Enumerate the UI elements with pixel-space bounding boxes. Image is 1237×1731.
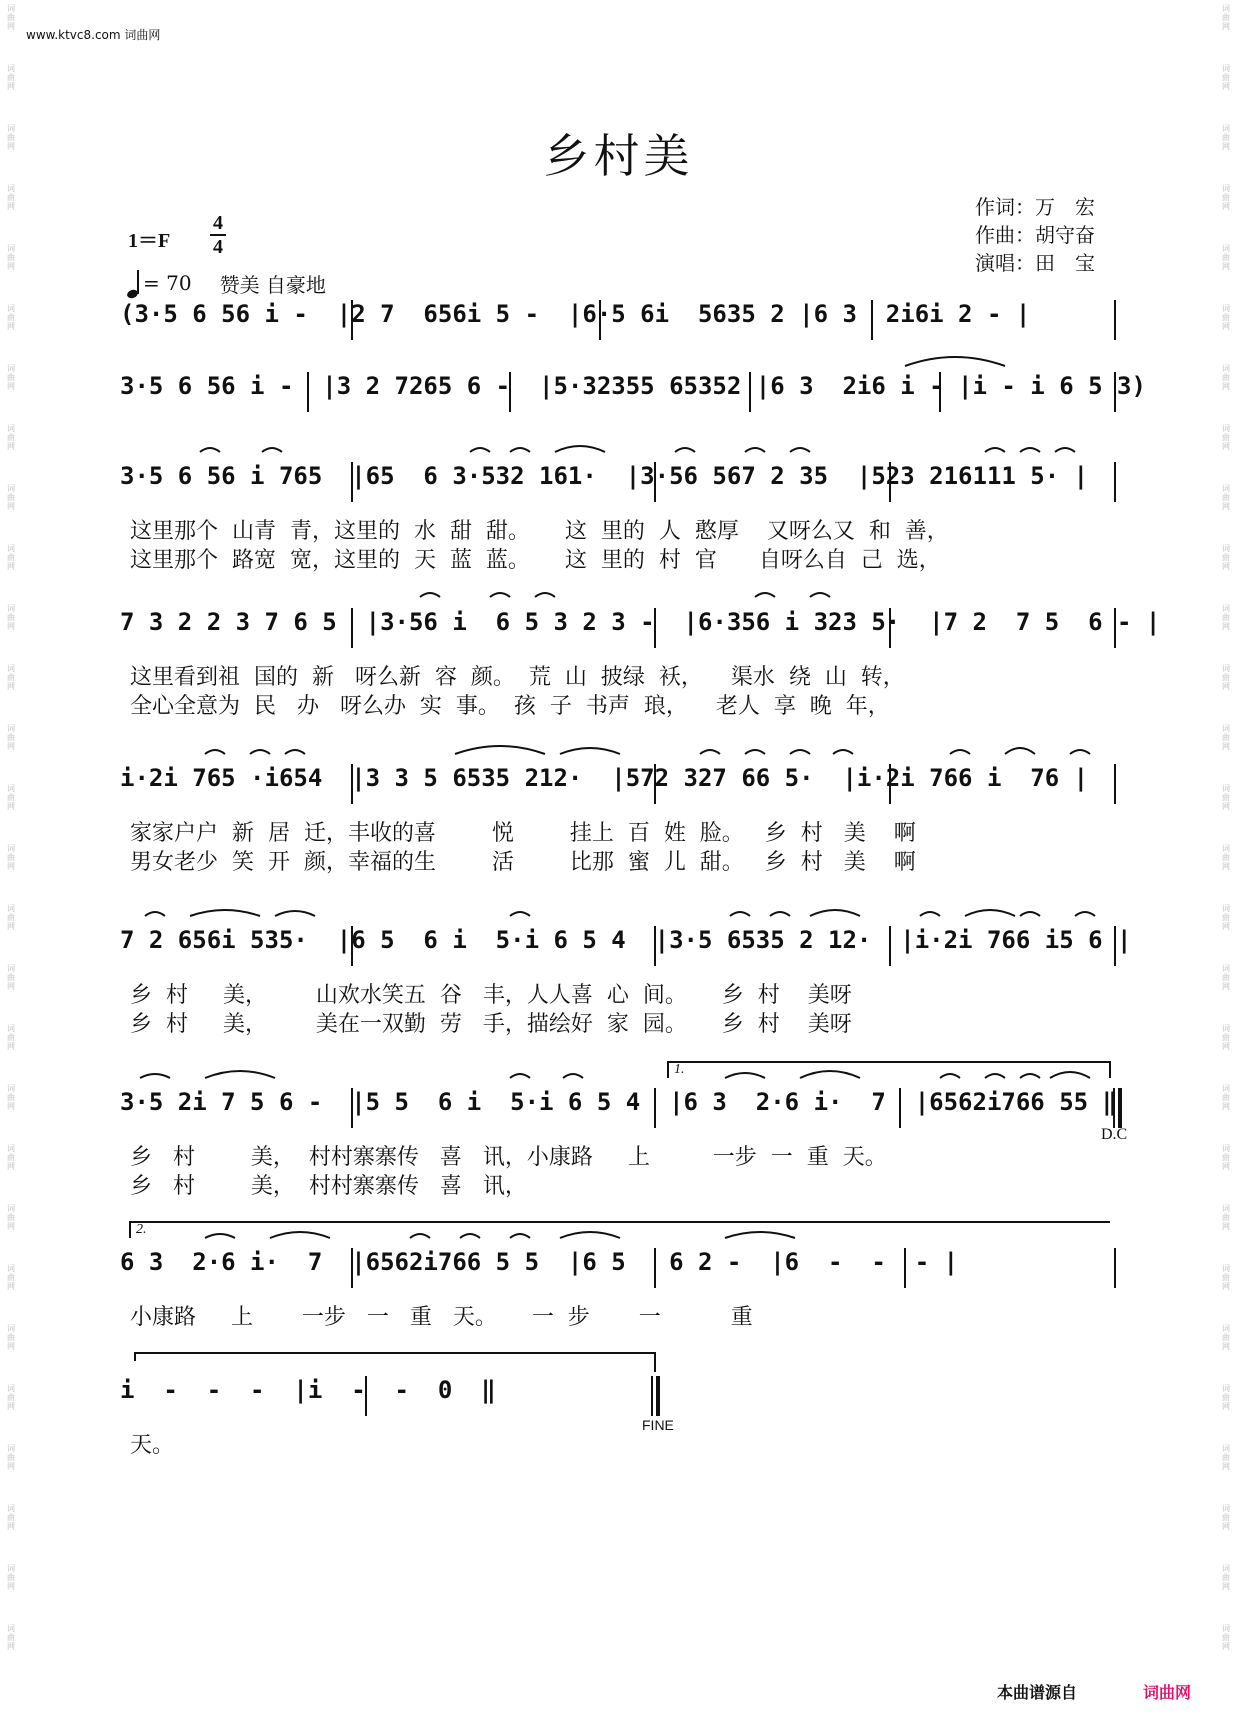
side-watermark-mark: 词 曲 网 — [1222, 1204, 1230, 1231]
side-watermark-mark: 词 曲 网 — [7, 1204, 15, 1231]
side-watermark-mark: 词 曲 网 — [7, 424, 15, 451]
side-watermark-mark: 词 曲 网 — [1222, 364, 1230, 391]
side-watermark-mark: 词 曲 网 — [7, 964, 15, 991]
side-watermark-mark: 词 曲 网 — [1222, 964, 1230, 991]
side-watermark-mark: 词 曲 网 — [7, 124, 15, 151]
side-watermark-mark: 词 曲 网 — [7, 4, 15, 31]
lyric-row-5-verse-2: 男女老少 笑 开 颜，幸福的生 活 比那 蜜 儿 甜。 乡 村 美 啊 — [130, 850, 916, 875]
side-watermark-mark: 词 曲 网 — [1222, 424, 1230, 451]
composer: 作曲：胡守奋 — [975, 223, 1095, 247]
notation-row-4: 7 3 2 2 3 7 6 5 |3·56 i 6 5 3 2 3 - |6·356 i 323 5· |7 2 7 5 6 - | — [120, 608, 1161, 636]
side-watermark-mark: 词 曲 网 — [1222, 604, 1230, 631]
side-watermark-mark: 词 曲 网 — [1222, 844, 1230, 871]
notation-row-9: i - - - |i - - 0 ‖ — [120, 1376, 496, 1404]
lyric-row-8: 小康路 上 一步 一 重 天。 一 步 一 重 — [130, 1305, 753, 1330]
side-watermark-mark: 词 曲 网 — [7, 1024, 15, 1051]
side-watermark-mark: 词 曲 网 — [1222, 304, 1230, 331]
first-ending-label: 1. — [674, 1062, 685, 1077]
side-watermark-mark: 词 曲 网 — [1222, 1324, 1230, 1351]
lyric-row-7-verse-1: 乡 村 美， 村村寨寨传 喜 讯，小康路 上 一步 一 重 天。 — [130, 1145, 887, 1170]
side-watermark-mark: 词 曲 网 — [1222, 244, 1230, 271]
notation-row-7: 3·5 2i 7 5 6 - |5 5 6 i 5·i 6 5 4 |6 3 2·6 i· 7 |6562i766 55 ‖ — [120, 1088, 1117, 1116]
side-watermark-mark: 词 曲 网 — [1222, 1504, 1230, 1531]
notation-row-5: i·2i 765 ·i654 |3 3 5 6535 212· |572 327 66 5· |i·2i 766 i 76 | — [120, 764, 1089, 792]
notation-row-3: 3·5 6 56 i 765 |65 6 3·532 161· |3·56 567 2 35 |523 216111 5· | — [120, 462, 1089, 490]
side-watermark-mark: 词 曲 网 — [7, 604, 15, 631]
side-watermark-mark: 词 曲 网 — [7, 364, 15, 391]
side-watermark-mark: 词 曲 网 — [1222, 1264, 1230, 1291]
side-watermark-mark: 词 曲 网 — [7, 724, 15, 751]
side-watermark-mark: 词 曲 网 — [7, 844, 15, 871]
side-watermark-mark: 词 曲 网 — [7, 64, 15, 91]
side-watermark-mark: 词 曲 网 — [1222, 1384, 1230, 1411]
song-title: 乡村美 — [543, 129, 694, 183]
side-watermark-mark: 词 曲 网 — [1222, 1024, 1230, 1051]
side-watermark-mark: 词 曲 网 — [7, 1384, 15, 1411]
side-watermark-mark: 词 曲 网 — [7, 1564, 15, 1591]
source-url: www.ktvc8.com 词曲网 — [26, 28, 161, 42]
dc-marking: D.C — [1101, 1126, 1128, 1143]
lyric-row-5-verse-1: 家家户户 新 居 迁，丰收的喜 悦 挂上 百 姓 脸。 乡 村 美 啊 — [130, 821, 916, 846]
notation-row-2: 3·5 6 56 i - |3 2 7265 6 - |5·32355 65352 |6 3 2i6 i - |i - i 6 5 3) — [120, 372, 1146, 400]
side-watermark-mark: 词 曲 网 — [1222, 1564, 1230, 1591]
meter-top: 4 — [213, 212, 223, 234]
meter-bottom: 4 — [213, 236, 223, 258]
side-watermark-mark: 词 曲 网 — [7, 1504, 15, 1531]
side-watermark-mark: 词 曲 网 — [1222, 1144, 1230, 1171]
side-watermark-mark: 词 曲 网 — [1222, 484, 1230, 511]
tempo-bpm: = 70 — [143, 271, 192, 295]
side-watermark-mark: 词 曲 网 — [7, 184, 15, 211]
side-watermark-mark: 词 曲 网 — [1222, 1444, 1230, 1471]
footer-source-label: 本曲谱源自 — [997, 1683, 1078, 1702]
side-watermark-mark: 词 曲 网 — [7, 904, 15, 931]
side-watermark-mark: 词 曲 网 — [1222, 1084, 1230, 1111]
side-watermark-mark: 词 曲 网 — [7, 544, 15, 571]
fine-marking: FINE — [642, 1417, 674, 1433]
side-watermark-mark: 词 曲 网 — [7, 1444, 15, 1471]
lyric-row-7-verse-2: 乡 村 美， 村村寨寨传 喜 讯， — [130, 1174, 527, 1199]
side-watermark-mark: 词 曲 网 — [1222, 664, 1230, 691]
side-watermark-mark: 词 曲 网 — [7, 1084, 15, 1111]
lyric-row-4-verse-1: 这里看到祖 国的 新 呀么新 容 颜。 荒 山 披绿 袄， 渠水 绕 山 转， — [130, 665, 905, 690]
expression-text: 赞美 自豪地 — [219, 272, 326, 297]
lyric-row-6-verse-2: 乡 村 美， 美在一双勤 劳 手，描绘好 家 园。 乡 村 美呀 — [130, 1012, 852, 1037]
side-watermark-mark: 词 曲 网 — [1222, 904, 1230, 931]
side-watermark-mark: 词 曲 网 — [7, 1324, 15, 1351]
side-watermark-mark: 词 曲 网 — [1222, 4, 1230, 31]
side-watermark-mark: 词 曲 网 — [7, 1144, 15, 1171]
notation-row-6: 7 2 656i 535· |6 5 6 i 5·i 6 5 4 |3·5 6535 2 12· |i·2i 766 i5 6 | — [120, 926, 1132, 954]
side-watermark-mark: 词 曲 网 — [7, 304, 15, 331]
side-watermark-mark: 词 曲 网 — [1222, 124, 1230, 151]
side-watermark-mark: 词 曲 网 — [7, 1624, 15, 1651]
side-watermark-mark: 词 曲 网 — [1222, 544, 1230, 571]
side-watermark-mark: 词 曲 网 — [1222, 784, 1230, 811]
side-watermark-mark: 词 曲 网 — [1222, 64, 1230, 91]
lyric-row-9: 天。 — [130, 1433, 175, 1458]
lyricist: 作词：万 宏 — [975, 195, 1095, 219]
key-signature: 1＝F — [128, 230, 171, 252]
lyric-row-3-verse-1: 这里那个 山青 青，这里的 水 甜 甜。 这 里的 人 憨厚 又呀么又 和 善， — [130, 519, 949, 544]
side-watermark-mark: 词 曲 网 — [1222, 184, 1230, 211]
side-watermark-mark: 词 曲 网 — [1222, 724, 1230, 751]
lyric-row-3-verse-2: 这里那个 路宽 宽，这里的 天 蓝 蓝。 这 里的 村 官 自呀么自 己 选， — [130, 548, 941, 573]
side-watermark-mark: 词 曲 网 — [7, 484, 15, 511]
side-watermark-mark: 词 曲 网 — [7, 1264, 15, 1291]
side-watermark-mark: 词 曲 网 — [1222, 1624, 1230, 1651]
singer: 演唱：田 宝 — [975, 251, 1095, 275]
side-watermark-mark: 词 曲 网 — [7, 244, 15, 271]
side-watermark-mark: 词 曲 网 — [7, 664, 15, 691]
lyric-row-4-verse-2: 全心全意为 民 办 呀么办 实 事。 孩 子 书声 琅， 老人 享 晚 年， — [130, 694, 890, 719]
footer-site-link[interactable]: 词曲网 — [1143, 1683, 1192, 1702]
notation-row-1: (3·5 6 56 i - |2 7 656i 5 - |6·5 6i 5635 2 |6 3 2i6i 2 - | — [120, 300, 1031, 328]
notation-row-8: 6 3 2·6 i· 7 |6562i766 5 5 |6 5 6 2 - |6 - - - | — [120, 1248, 959, 1276]
second-ending-label: 2. — [136, 1222, 147, 1237]
side-watermark-mark: 词 曲 网 — [7, 784, 15, 811]
lyric-row-6-verse-1: 乡 村 美， 山欢水笑五 谷 丰，人人喜 心 间。 乡 村 美呀 — [130, 983, 852, 1008]
